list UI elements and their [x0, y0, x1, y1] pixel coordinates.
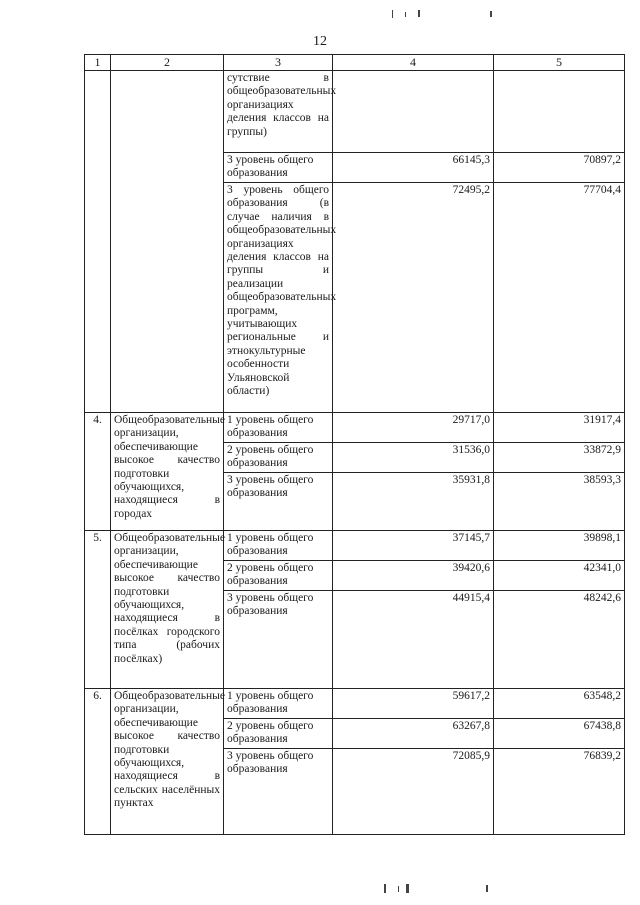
- scan-artifact: [490, 11, 492, 17]
- table-row: [85, 531, 625, 561]
- value-cell-col5: 39898,1: [494, 531, 625, 561]
- row-number: 4.: [85, 413, 111, 531]
- scan-artifact: [392, 10, 393, 18]
- organization-description: Общеобразовательные организации, обеспечивающие высокое качество подготовки обучающихся, находящиеся в сельских населённых пунктах: [111, 689, 224, 835]
- value-cell-col4: 63267,8: [333, 719, 494, 749]
- value-cell-col5: 33872,9: [494, 443, 625, 473]
- table-row: [85, 71, 625, 153]
- value-cell-col4: 31536,0: [333, 443, 494, 473]
- column-header-3: 3: [224, 55, 333, 71]
- value-cell-col5: 77704,4: [494, 183, 625, 413]
- organization-description: Общеобразовательные организации, обеспечивающие высокое качество подготовки обучающихся, находящиеся в посёлках городского типа (рабочих посёлках): [111, 531, 224, 689]
- value-cell-col5: 76839,2: [494, 749, 625, 835]
- value-cell-col4: 39420,6: [333, 561, 494, 591]
- value-cell-col5: 38593,3: [494, 473, 625, 531]
- row-number: 6.: [85, 689, 111, 835]
- value-cell-col4: 37145,7: [333, 531, 494, 561]
- value-cell-col4: 59617,2: [333, 689, 494, 719]
- level-cell: 3 уровень общего образования: [224, 591, 333, 689]
- value-cell-col5: 48242,6: [494, 591, 625, 689]
- value-cell-col5: 42341,0: [494, 561, 625, 591]
- level-cell: 3 уровень общего образования: [224, 749, 333, 835]
- level-cell: 3 уровень общего образования: [224, 473, 333, 531]
- scan-artifact: [405, 12, 406, 17]
- level-cell: 3 уровень общего образования: [224, 153, 333, 183]
- level-cell: 1 уровень общего образования: [224, 531, 333, 561]
- table-row: [85, 689, 625, 719]
- level-cell: сутствие в общеобразовательных организациях деления классов на группы): [224, 71, 333, 153]
- page-number: 12: [313, 34, 327, 49]
- value-cell-col5: 31917,4: [494, 413, 625, 443]
- scan-artifact: [418, 10, 420, 17]
- column-header-5: 5: [494, 55, 625, 71]
- value-cell-col5: [494, 71, 625, 153]
- value-cell-col4: 72085,9: [333, 749, 494, 835]
- value-cell-col5: 63548,2: [494, 689, 625, 719]
- level-cell: 1 уровень общего образования: [224, 689, 333, 719]
- value-cell-col4: 66145,3: [333, 153, 494, 183]
- scan-artifact: [486, 885, 488, 892]
- organization-description: Общеобразовательные организации, обеспечивающие высокое качество подготовки обучающихся, находящиеся в городах: [111, 413, 224, 531]
- value-cell-col4: 72495,2: [333, 183, 494, 413]
- column-header-4: 4: [333, 55, 494, 71]
- level-cell: 2 уровень общего образования: [224, 719, 333, 749]
- header-row: [85, 55, 625, 71]
- scan-artifact: [398, 886, 399, 892]
- normatives-table: [84, 54, 625, 835]
- scan-artifact: [406, 884, 409, 893]
- value-cell-col5: 70897,2: [494, 153, 625, 183]
- value-cell-col4: 35931,8: [333, 473, 494, 531]
- empty-number-cell: [85, 71, 111, 413]
- empty-description-cell: [111, 71, 224, 413]
- column-header-1: 1: [85, 55, 111, 71]
- level-cell: 2 уровень общего образования: [224, 443, 333, 473]
- value-cell-col4: [333, 71, 494, 153]
- value-cell-col4: 29717,0: [333, 413, 494, 443]
- value-cell-col4: 44915,4: [333, 591, 494, 689]
- table-row: [85, 413, 625, 443]
- level-cell: 3 уровень общего образования (в случае наличия в общеобразовательных организациях деления классов на группы и реализации общеобразовательных программ, учитывающих региональные и этнокультурные особенности Ульяновской области): [224, 183, 333, 413]
- scan-artifact: [384, 884, 386, 893]
- value-cell-col5: 67438,8: [494, 719, 625, 749]
- row-number: 5.: [85, 531, 111, 689]
- level-cell: 2 уровень общего образования: [224, 561, 333, 591]
- level-cell: 1 уровень общего образования: [224, 413, 333, 443]
- column-header-2: 2: [111, 55, 224, 71]
